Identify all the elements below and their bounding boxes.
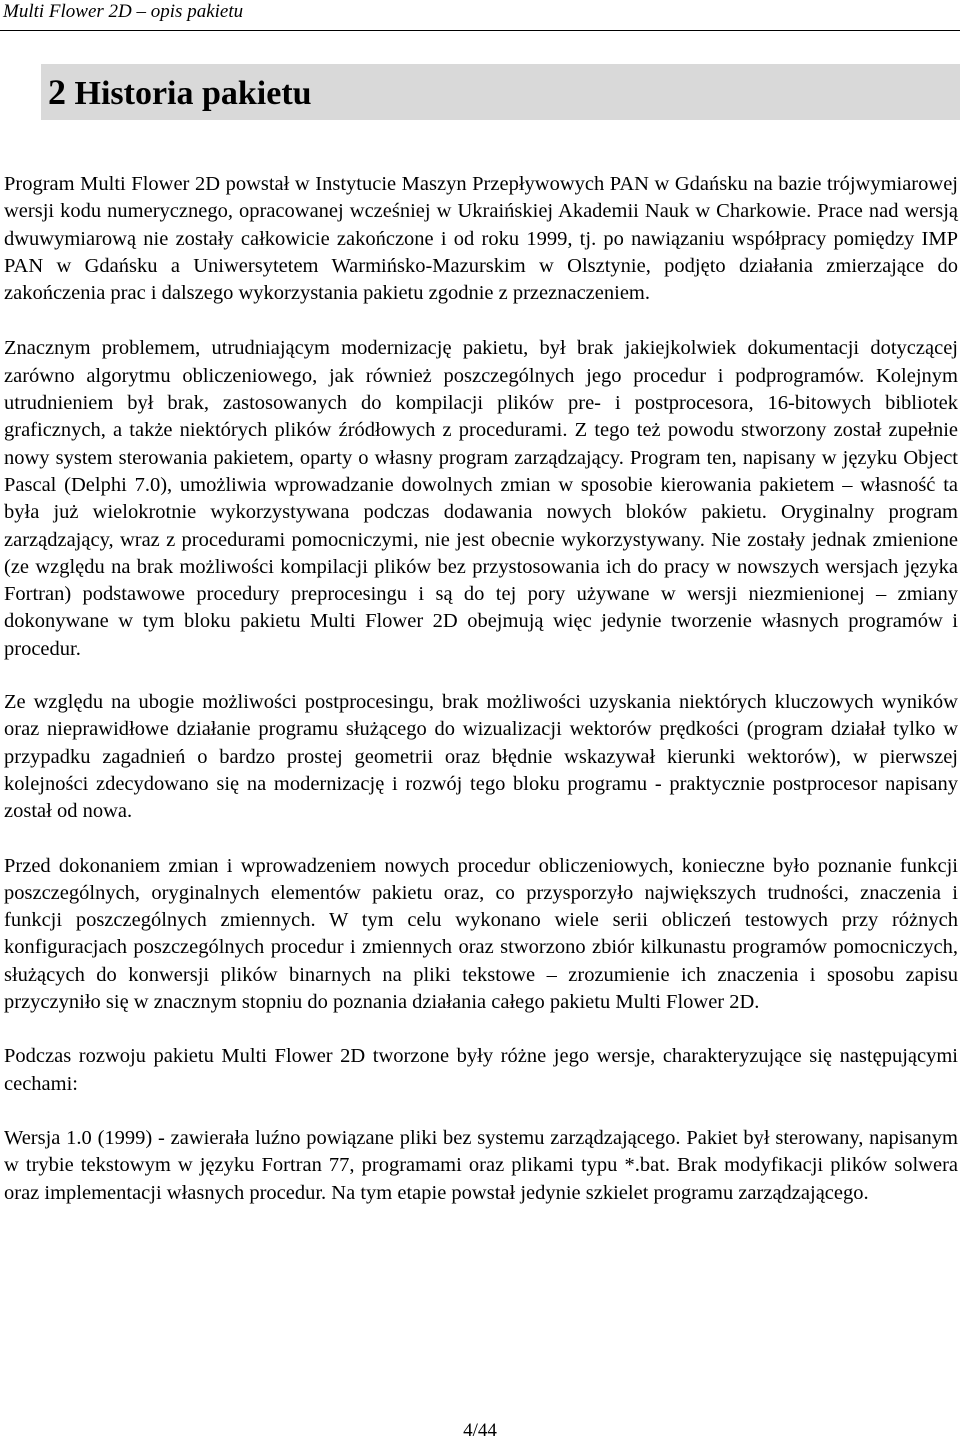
paragraph-analysis: Przed dokonaniem zmian i wprowadzeniem nowych procedur obliczeniowych, konieczne było poznanie funkcji poszczególnych, oryginalnych elementów pakietu oraz, co przysporzyło największych trudności, znaczenia i funkcji poszczególnych zmiennych. W tym celu wykonano wiele serii obliczeń testowych przy różnych konfiguracjach poszczególnych procedur i zmiennych oraz stworzono zbiór kilkunastu programów pomocniczych, służących do konwersji plików binarnych na pliki tekstowe – zrozumienie ich znaczenia i sposobu zapisu przyczyniło się w znacznym stopniu do poznania działania całego pakietu Multi Flower 2D.: [4, 854, 958, 1014]
page-number: 4/44: [463, 1420, 497, 1441]
paragraph-versions-intro: Podczas rozwoju pakietu Multi Flower 2D tworzone były różne jego wersje, charakteryzujące się następującymi cechami:: [4, 1045, 958, 1095]
chapter-number: 2: [48, 72, 66, 112]
paragraph-problems: Znacznym problemem, utrudniającym modernizację pakietu, był brak jakiejkolwiek dokumentacji dotyczącej zarówno algorytmu obliczeniowego, jak również poszczególnych jego procedur i podprogramów. Kolejnym utrudnieniem był brak, zastosowanych do kompilacji plików pre- i postprocesora, 16-bitowych bibliotek graficznych, a także niektórych plików źródłowych z procedurami. Z tego też powodu stworzony został zupełnie nowy system sterowania pakietem, oparty o własny program zarządzający. Program ten, napisany w języku Object Pascal (Delphi 7.0), umożliwia wprowadzanie dowolnych zmian w sposobie kierowania pakietem – własność ta była już wielokrotnie wykorzystywana podczas dodawania nowych bloków pakietu. Oryginalny program zarządzający, wraz z procedurami pomocniczymi, nie jest obecnie wykorzystywany. Nie zostały jednak zmienione (ze względu na brak możliwości kompilacji plików bez przystosowania ich do pracy w nowszych wersjach języka Fortran) podstawowe procedury preprocesingu i są do tej pory używane w wersji niezmienionej – zmiany dokonywane w tym bloku pakietu Multi Flower 2D obejmują więc jedynie tworzenie własnych programów i procedur.: [4, 337, 958, 660]
paragraph-version-1-0: Wersja 1.0 (1999) - zawierała luźno powiązane pliki bez systemu zarządzającego. Pakiet był sterowany, napisanym w trybie tekstowym w języku Fortran 77, programami oraz plikami typu *.bat. Brak modyfikacji plików solwera oraz implementacji własnych procedur. Na tym etapie powstał jedynie szkielet programu zarządzającego.: [4, 1126, 958, 1204]
header-divider: [0, 30, 960, 31]
chapter-title: Historia pakietu: [74, 75, 312, 112]
paragraph-origin: Program Multi Flower 2D powstał w Instytucie Maszyn Przepływowych PAN w Gdańsku na bazie trójwymiarowej wersji kodu numerycznego, opracowanej wcześniej w Ukraińskiej Akademii Nauk w Charkowie. Prace nad wersją dwuwymiarową nie zostały całkowicie zakończone i od roku 1999, tj. po nawiązaniu współpracy pomiędzy IMP PAN w Gdańsku a Uniwersytetem Warmińsko-Mazurskim w Olsztynie, podjęto działania zmierzające do zakończenia prac i dalszego wykorzystania pakietu zgodnie z przeznaczeniem.: [4, 173, 958, 305]
paragraph-postprocessing: Ze względu na ubogie możliwości postprocesingu, brak możliwości uzyskania niektórych kluczowych wyników oraz nieprawidłowe działanie programu służącego do wizualizacji wektorów prędkości (program działał tylko w przypadku zagadnień o bardzo prostej geometrii oraz błędnie wskazywał kierunki wektorów), w pierwszej kolejności zdecydowano się na modernizację i rozwój tego bloku programu - praktycznie postprocesor napisany został od nowa.: [4, 691, 958, 823]
chapter-heading: [48, 64, 312, 120]
document-body: [4, 171, 958, 1207]
running-header: Multi Flower 2D – opis pakietu: [3, 1, 244, 22]
